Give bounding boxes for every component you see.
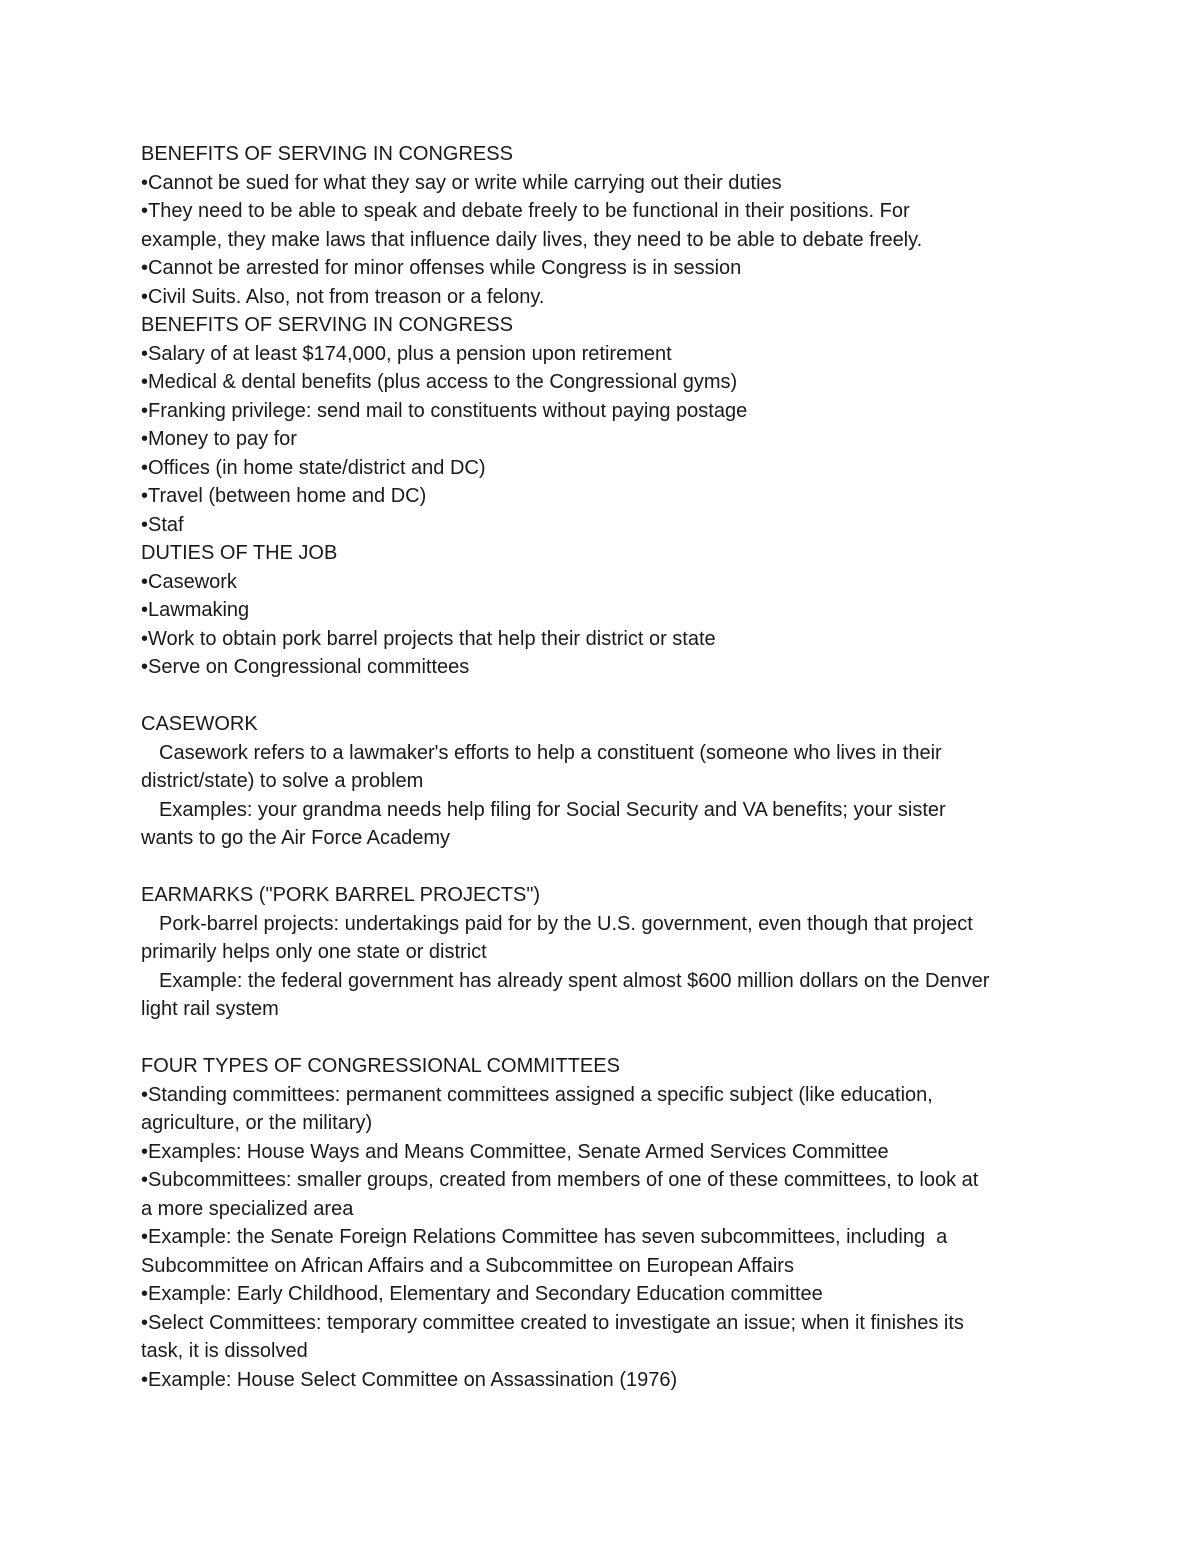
bullet-item: •Casework bbox=[141, 570, 237, 593]
section-heading: BENEFITS OF SERVING IN CONGRESS bbox=[141, 143, 513, 165]
section-heading: BENEFITS OF SERVING IN CONGRESS bbox=[141, 314, 513, 336]
section-heading: FOUR TYPES OF CONGRESSIONAL COMMITTEES bbox=[141, 1055, 620, 1077]
blank-line bbox=[141, 682, 1071, 711]
bullet-item: •Example: the Senate Foreign Relations Committee has seven subcommittees, including a bbox=[141, 1226, 948, 1248]
bullet-item: •Offices (in home state/district and DC) bbox=[141, 456, 486, 479]
section-heading: CASEWORK bbox=[141, 713, 258, 735]
bullet-item: •Example: House Select Committee on Assassination (1976) bbox=[141, 1368, 678, 1391]
bullet-item: •Standing committees: permanent committees assigned a specific subject (like education, bbox=[141, 1083, 933, 1106]
bullet-item: •Subcommittees: smaller groups, created from members of one of these committees, to look at bbox=[141, 1169, 979, 1191]
bullet-item: •Money to pay for bbox=[141, 428, 297, 450]
bullet-item: •They need to be able to speak and debate freely to be functional in their positions. For bbox=[141, 200, 910, 222]
bullet-item: •Medical & dental benefits (plus access to the Congressional gyms) bbox=[141, 371, 738, 393]
text-line: light rail system bbox=[141, 998, 279, 1020]
text-line: task, it is dissolved bbox=[141, 1340, 308, 1362]
text-line: example, they make laws that influence daily lives, they need to be able to debate freely. bbox=[141, 228, 923, 251]
bullet-item: •Salary of at least $174,000, plus a pension upon retirement bbox=[141, 342, 672, 365]
text-line: wants to go the Air Force Academy bbox=[141, 827, 451, 849]
bullet-item: •Work to obtain pork barrel projects that help their district or state bbox=[141, 627, 716, 650]
bullet-item: •Serve on Congressional committees bbox=[141, 656, 470, 678]
bullet-item: •Examples: House Ways and Means Committee, Senate Armed Services Committee bbox=[141, 1140, 889, 1163]
blank-line bbox=[141, 853, 1071, 882]
bullet-item: •Example: Early Childhood, Elementary and Secondary Education committee bbox=[141, 1283, 823, 1305]
section-heading: EARMARKS ("PORK BARREL PROJECTS") bbox=[141, 884, 541, 906]
document-page bbox=[141, 140, 1071, 1394]
indented-paragraph: Casework refers to a lawmaker's efforts to help a constituent (someone who lives in their bbox=[159, 741, 942, 764]
indented-paragraph: Pork-barrel projects: undertakings paid for by the U.S. government, even though that project bbox=[159, 912, 973, 935]
bullet-item: •Lawmaking bbox=[141, 599, 250, 621]
bullet-item: •Staf bbox=[141, 513, 184, 536]
indented-paragraph: Example: the federal government has already spent almost $600 million dollars on the Denver bbox=[159, 969, 990, 992]
section-heading: DUTIES OF THE JOB bbox=[141, 542, 338, 564]
bullet-item: •Civil Suits. Also, not from treason or a felony. bbox=[141, 285, 545, 308]
text-line: district/state) to solve a problem bbox=[141, 770, 424, 792]
bullet-item: •Cannot be sued for what they say or write while carrying out their duties bbox=[141, 171, 782, 194]
text-line: agriculture, or the military) bbox=[141, 1112, 373, 1134]
bullet-item: •Cannot be arrested for minor offenses while Congress is in session bbox=[141, 257, 742, 279]
text-line: primarily helps only one state or district bbox=[141, 941, 487, 963]
indented-paragraph: Examples: your grandma needs help filing for Social Security and VA benefits; your sister bbox=[159, 798, 946, 821]
bullet-item: •Franking privilege: send mail to constituents without paying postage bbox=[141, 399, 748, 422]
bullet-item: •Travel (between home and DC) bbox=[141, 485, 427, 507]
blank-line bbox=[141, 1024, 1071, 1053]
text-line: a more specialized area bbox=[141, 1197, 354, 1220]
bullet-item: •Select Committees: temporary committee created to investigate an issue; when it finishes its bbox=[141, 1311, 964, 1334]
text-line: Subcommittee on African Affairs and a Subcommittee on European Affairs bbox=[141, 1254, 794, 1277]
